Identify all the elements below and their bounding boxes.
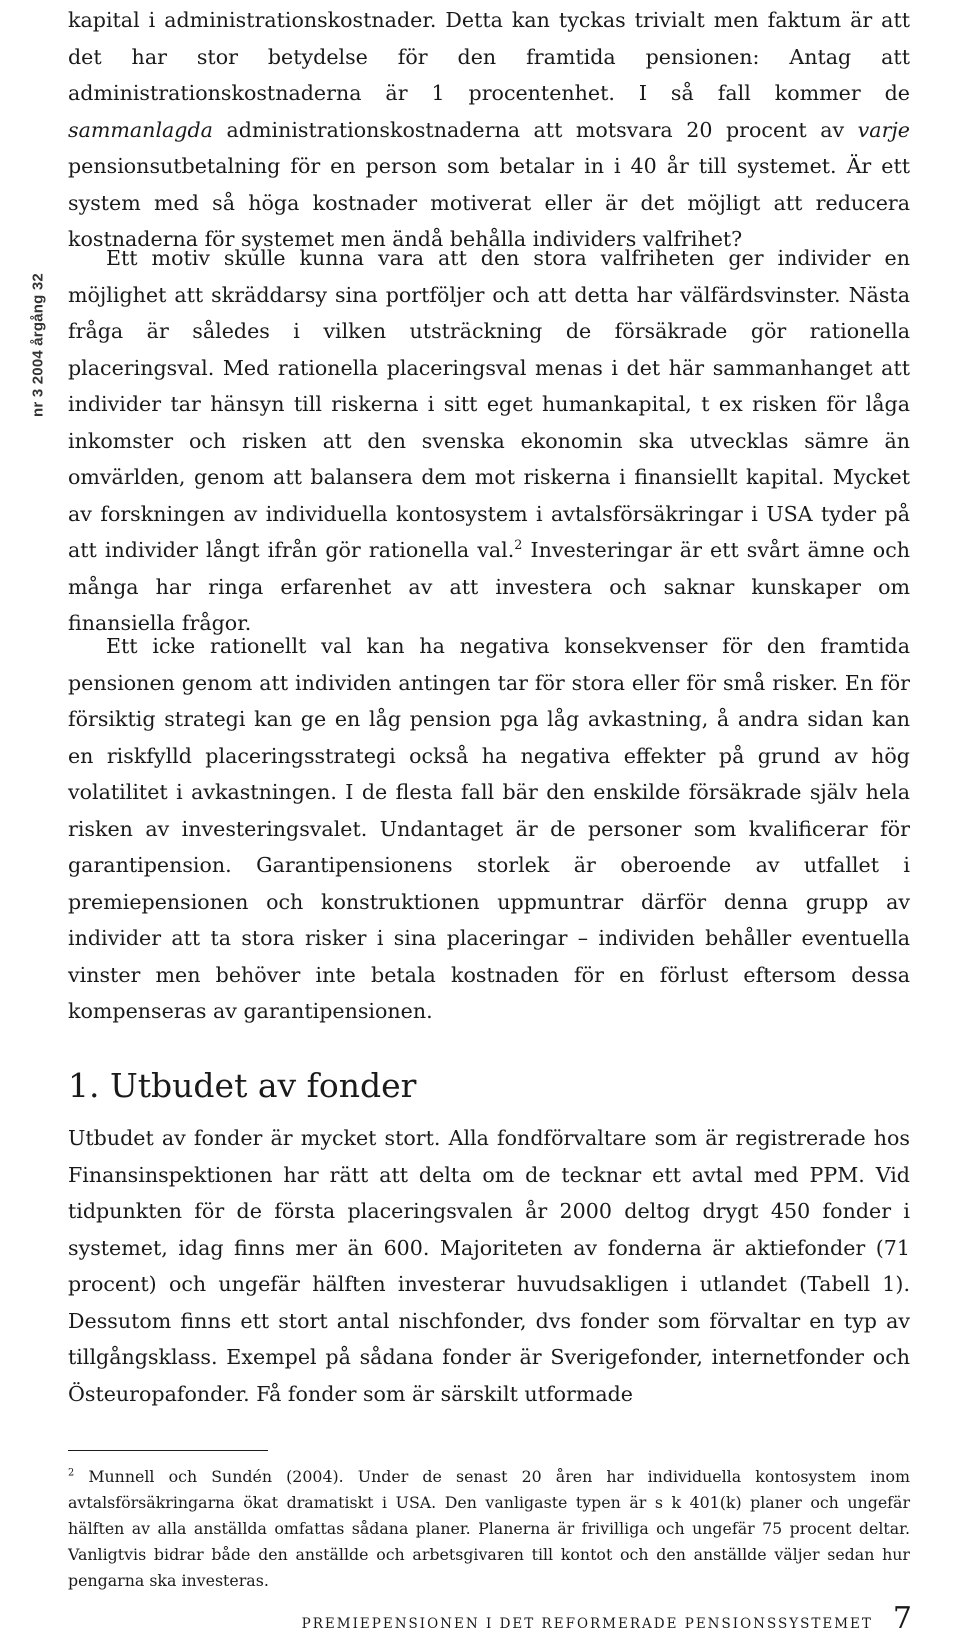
footnote-divider (68, 1450, 268, 1451)
journal-issue-label: nr 3 2004 årgång 32 (29, 273, 47, 417)
paragraph-irrational-choice (68, 628, 910, 1030)
footnote-reference[interactable]: 2 (514, 538, 523, 554)
footnote (68, 1464, 910, 1594)
paragraph-text: Utbudet av fonder är mycket stort. Alla fondförvaltare som är registrerade hos Finansinspektionen har rätt att delta om de tecknar ett avtal med PPM. Vid tidpunkten för de första placeringsvalen år 2000 deltog drygt 450 fonder i systemet, idag finns mer än 600. Majoriteten av fonderna är aktiefonder (71 procent) och ungefär hälften investerar huvudsakligen i utlandet (Tabell 1). Dessutom finns ett stort antal nischfonder, dvs fonder som förvaltar en typ av tillgångsklass. Exempel på sådana fonder är Sverigefonder, internetfonder och Östeuropafonder. Få fonder som är särskilt utformade (68, 1126, 910, 1406)
emphasis-varje: varje (857, 117, 910, 142)
running-title: PREMIEPENSIONEN I DET REFORMERADE PENSIONSSYSTEMET (301, 1616, 873, 1632)
emphasis-sammanlagda: sammanlagda (68, 117, 213, 142)
paragraph-administration-costs (68, 2, 910, 258)
page-footer (302, 1601, 912, 1636)
paragraph-text: pensionsutbetalning för en person som betalar in i 40 år till systemet. Är ett system med så höga kostnader motiverat eller är det möjligt att reducera kostnaderna för systemet men ändå behålla individers valfrihet? (68, 154, 910, 251)
paragraph-text: Ett motiv skulle kunna vara att den stora valfriheten ger individer en möjlighet att skräddarsy sina portföljer och att detta har välfärdsvinster. Nästa fråga är således i vilken utsträckning de försäkrade gör rationella placeringsval. Med rationella placeringsval menas i det här sammanhanget att individer tar hänsyn till riskerna i sitt eget humankapital, t ex risken för låga inkomster och risken att den svenska ekonomin ska utvecklas sämre än omvärlden, genom att balansera dem mot riskerna i finansiellt kapital. Mycket av forskningen av individuella kontosystem i avtalsförsäkringar i USA tyder på att individer långt ifrån gör rationella val. (68, 246, 910, 562)
paragraph-fund-supply (68, 1120, 910, 1412)
page-number: 7 (892, 1601, 912, 1636)
paragraph-text: kapital i administrationskostnader. Detta kan tyckas trivialt men faktum är att det har stor betydelse för den framtida pensionen: Antag att administrationskostnaderna är 1 procentenhet. I så fall kommer de (68, 8, 910, 105)
footnote-number: 2 (68, 1467, 75, 1479)
paragraph-freedom-of-choice (68, 240, 910, 642)
paragraph-text: Ett icke rationellt val kan ha negativa konsekvenser för den framtida pensionen genom att individen antingen tar för stora eller för små risker. En för försiktig strategi kan ge en låg pension pga låg avkastning, å andra sidan kan en riskfylld placeringsstrategi också ha negativa effekter på grund av hög volatilitet i avkastningen. I de flesta fall bär den enskilde försäkrade själv hela risken av investeringsvalet. Undantaget är de personer som kvalificerar för garantipension. Garantipensionens storlek är oberoende av utfallet i premiepensionen och konstruktionen uppmuntrar därför denna grupp av individer att ta stora risker i sina placeringar – individen behåller eventuella vinster men behöver inte betala kostnaden för en förlust eftersom dessa kompenseras av garantipensionen. (68, 634, 910, 1023)
paragraph-text: Investeringar är ett svårt ämne och många har ringa erfarenhet av att investera och saknar kunskaper om finansiella frågor. (68, 538, 910, 635)
paragraph-text: administrationskostnaderna att motsvara 20 procent av (212, 117, 858, 142)
footnote-text: Munnell och Sundén (2004). Under de senast 20 åren har individuella kontosystem inom avtalsförsäkringarna ökat dramatiskt i USA. Den vanligaste typen är s k 401(k) planer och ungefär hälften av alla anställda omfattas sådana planer. Planerna är frivilliga och ungefär 75 procent deltar. Vanligtvis bidrar både den anställde och arbetsgivaren till kontot och den anställde väljer sedan hur pengarna ska investeras. (68, 1467, 910, 1590)
section-heading: 1. Utbudet av fonder (68, 1066, 417, 1105)
